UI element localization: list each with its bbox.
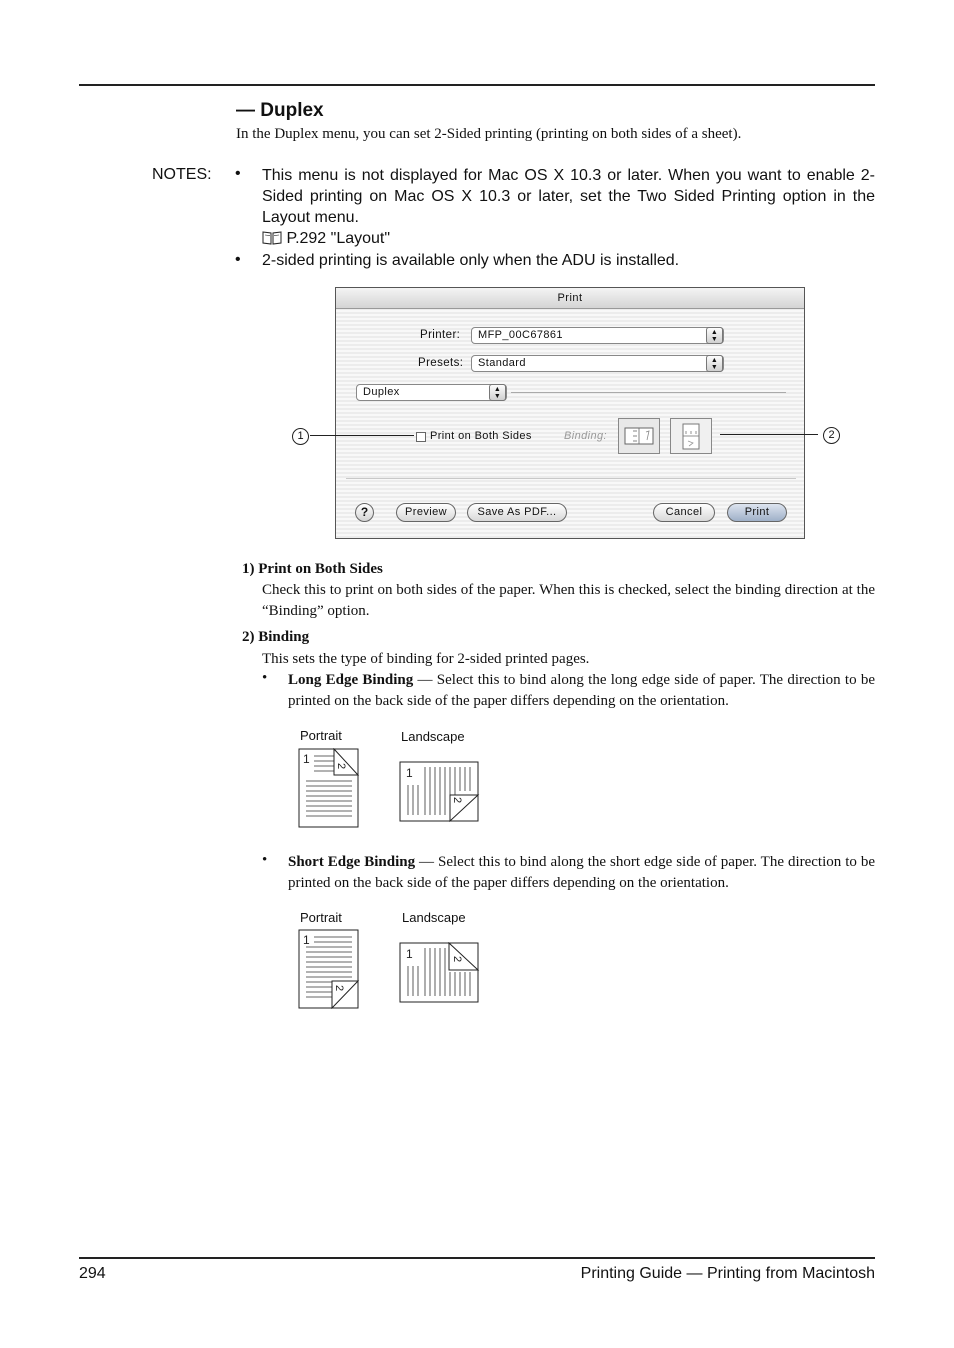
pane-select[interactable] — [356, 384, 507, 401]
back-page-number: 2 — [333, 985, 345, 992]
long-edge-landscape-diagram — [399, 761, 480, 823]
item-2-heading: 2) Binding — [242, 629, 310, 645]
print-both-sides-label: Print on Both Sides — [430, 430, 532, 442]
short-edge-binding-icon — [671, 419, 711, 453]
cancel-button[interactable]: Cancel — [653, 503, 715, 522]
long-edge-portrait-diagram — [298, 748, 360, 828]
note-item-2: 2-sided printing is available only when the ADU is installed. — [262, 252, 680, 269]
printer-select[interactable] — [471, 327, 724, 344]
portrait-label: Portrait — [300, 728, 342, 743]
printer-value: MFP_00C67861 — [478, 329, 563, 341]
short-edge-portrait-diagram — [298, 929, 360, 1009]
binding-label: Binding: — [564, 430, 607, 442]
front-page-number: 1 — [406, 766, 413, 780]
intro-text: In the Duplex menu, you can set 2-Sided printing (printing on both sides of a sheet). — [236, 126, 742, 142]
printer-label: Printer: — [420, 329, 461, 341]
long-edge-term: Long Edge Binding — [288, 672, 414, 688]
save-as-pdf-button[interactable]: Save As PDF... — [467, 503, 567, 522]
book-icon — [262, 230, 282, 245]
help-button[interactable]: ? — [355, 503, 374, 522]
landscape-label: Landscape — [401, 729, 465, 744]
long-edge-binding-button[interactable] — [618, 418, 660, 454]
callout-1-line — [310, 435, 414, 436]
callout-2-line — [720, 434, 818, 435]
portrait-label: Portrait — [300, 910, 342, 925]
reference-text: P.292 "Layout" — [286, 230, 391, 247]
updown-arrow-icon: ▲ ▼ — [489, 384, 506, 401]
print-both-sides-checkbox[interactable] — [416, 432, 426, 442]
reference-link[interactable] — [262, 228, 390, 249]
dialog-title: Print — [336, 288, 804, 309]
section-title: — Duplex — [236, 100, 324, 121]
page-number: 294 — [79, 1265, 106, 1282]
bullet: • — [235, 251, 241, 268]
short-edge-desc: — Select this to bind along the short edge side of paper. The direction to be printed on the back side of the paper differs depending on the orientation. — [288, 854, 875, 891]
item-2-text: This sets the type of binding for 2-sided printed pages. — [262, 651, 590, 667]
item-1-text: Check this to print on both sides of the paper. When this is checked, select the binding direction at the “Binding” option. — [262, 582, 875, 619]
presets-select[interactable] — [471, 355, 724, 372]
back-page-number: 2 — [335, 763, 347, 770]
updown-arrow-icon: ▲ ▼ — [706, 355, 723, 372]
callout-1: 1 — [292, 428, 309, 445]
bullet: • — [262, 852, 268, 868]
front-page-number: 1 — [303, 752, 310, 766]
item-1-heading: 1) Print on Both Sides — [242, 561, 383, 577]
presets-label: Presets: — [418, 357, 464, 369]
long-edge-binding-icon — [619, 419, 659, 453]
long-edge-text — [288, 670, 875, 712]
separator — [511, 392, 786, 393]
top-rule — [79, 84, 875, 86]
updown-arrow-icon: ▲ ▼ — [706, 327, 723, 344]
short-edge-term: Short Edge Binding — [288, 854, 416, 870]
front-page-number: 1 — [406, 947, 413, 961]
separator — [346, 478, 796, 479]
bottom-rule — [79, 1257, 875, 1259]
footer-title: Printing Guide — Printing from Macintosh — [580, 1265, 875, 1282]
landscape-label: Landscape — [402, 910, 466, 925]
presets-value: Standard — [478, 357, 526, 369]
back-page-number: 2 — [451, 956, 463, 963]
bullet: • — [262, 670, 268, 686]
short-edge-binding-button[interactable] — [670, 418, 712, 454]
front-page-number: 1 — [303, 933, 310, 947]
long-edge-desc: — Select this to bind along the long edge side of paper. The direction to be printed on the back side of the paper differs depending on the orientation. — [288, 672, 875, 709]
notes-label: NOTES: — [152, 166, 212, 183]
preview-button[interactable]: Preview — [396, 503, 456, 522]
bullet: • — [235, 165, 241, 182]
short-edge-landscape-diagram — [399, 942, 480, 1004]
pane-value: Duplex — [363, 386, 400, 398]
short-edge-text — [288, 852, 875, 894]
back-page-number: 2 — [451, 797, 463, 804]
print-dialog — [335, 287, 805, 539]
note-item-1: This menu is not displayed for Mac OS X 10.3 or later. When you want to enable 2-Sided printing on Mac OS X 10.3 or later, set the Two Sided Printing option in the Layout menu. — [262, 167, 875, 226]
print-button[interactable]: Print — [727, 503, 787, 522]
callout-2: 2 — [823, 427, 840, 444]
